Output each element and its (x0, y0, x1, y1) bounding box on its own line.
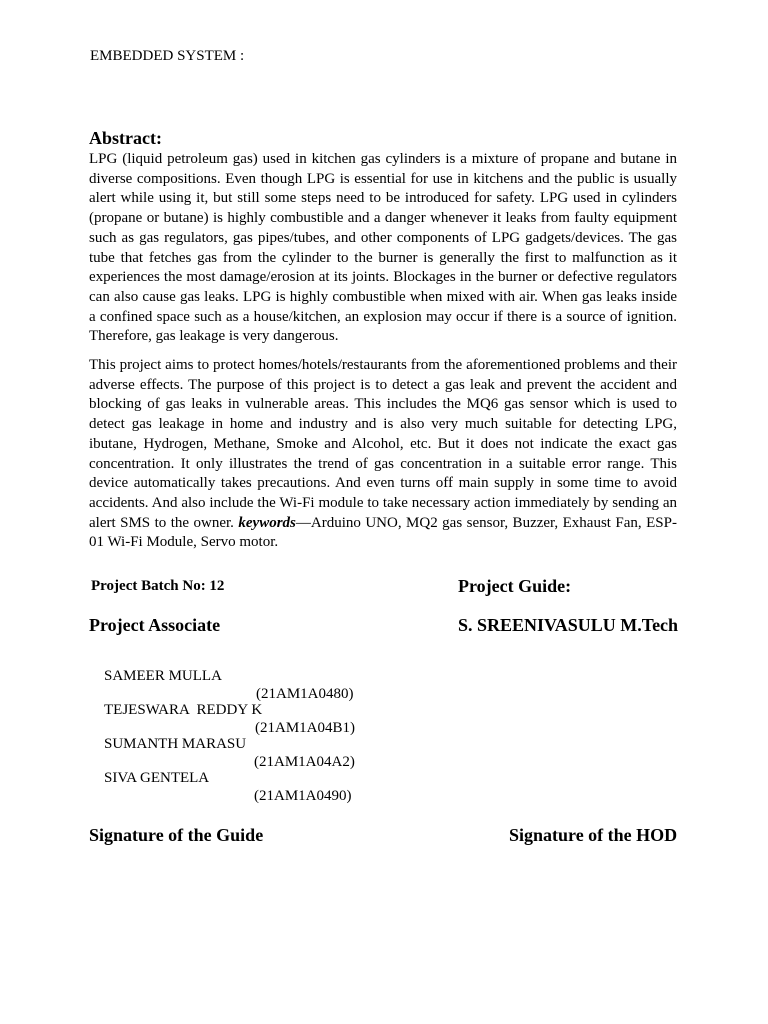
associate-name: SIVA GENTELA (104, 770, 210, 786)
abstract-paragraph-1: LPG (liquid petroleum gas) used in kitchen gas cylinders is a mixture of propane and butane in diverse compositions. Even though LPG is essential for use in kitchens and the public is usually alert while using it, but still some steps need to be introduced for safety. LPG used in cylinders (propane or butane) is highly combustible and a danger whenever it leaks from faulty equipment such as gas regulators, gas pipes/tubes, and other components of LPG gadgets/devices. The gas tube that fetches gas from the cylinder to the burner is generally the first to malfunction as it experiences the most damage/erosion at its joints. Blockages in the burner or defective regulators can also cause gas leaks. LPG is highly combustible when mixed with air. When gas leaks inside a confined space such as a house/kitchen, an explosion may occur if there is a source of ignition. Therefore, gas leakage is very dangerous. (89, 151, 677, 345)
associate-name: SUMANTH MARASU (104, 736, 247, 752)
project-guide-name: S. SREENIVASULU M.Tech (458, 615, 679, 635)
keywords-label: keywords (238, 514, 296, 531)
associate-roll-number: (21AM1A04A2) (254, 754, 355, 770)
abstract-paragraph-2 (89, 356, 677, 553)
project-guide-heading: Project Guide: (458, 576, 572, 596)
abstract-heading: Abstract: (89, 128, 162, 148)
project-associate-heading: Project Associate (89, 615, 221, 635)
signature-hod: Signature of the HOD (509, 825, 678, 845)
associate-name: TEJESWARA REDDY K (104, 702, 263, 718)
project-batch-number: Project Batch No: 12 (91, 578, 225, 594)
abstract-paragraph-2-text: This project aims to protect homes/hotels/restaurants from the aforementioned problems and their adverse effects. The purpose of this project is to detect a gas leak and prevent the accident and blocking of gas leaks in vulnerable areas. This includes the MQ6 gas sensor which is used to detect gas leakage in home and industry and is also very much suitable for detecting LPG, ibutane, Hydrogen, Methane, Smoke and Alcohol, etc. But it does not indicate the exact gas concentration. It only illustrates the trend of gas concentration in a suitable error range. This device automatically takes precautions. And even turns off main supply in some time to avoid accidents. And also include the Wi-Fi module to take necessary action immediately by sending an alert SMS to the owner. (89, 357, 677, 531)
associate-roll-number: (21AM1A0480) (256, 686, 354, 702)
document-header: EMBEDDED SYSTEM : (90, 48, 245, 64)
associate-roll-number: (21AM1A04B1) (255, 720, 355, 736)
associate-name: SAMEER MULLA (104, 668, 222, 684)
associate-roll-number: (21AM1A0490) (254, 788, 352, 804)
keywords-text: —Arduino UNO, MQ2 gas sensor, Buzzer, Exhaust Fan, ESP-01 Wi-Fi Module, Servo motor. (89, 514, 677, 551)
signature-guide: Signature of the Guide (89, 825, 264, 845)
